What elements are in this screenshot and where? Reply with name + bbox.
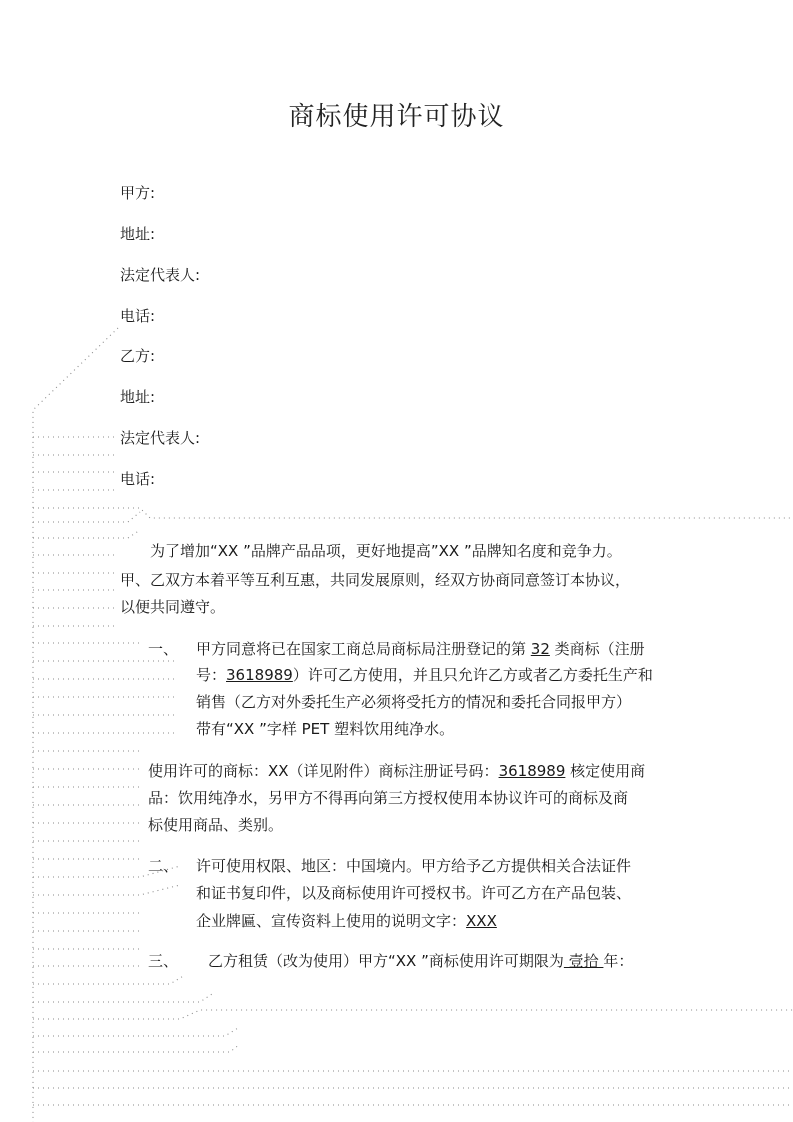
party-b-address-label: 地址: [120,388,156,406]
clause-2-number: 二、 [148,857,179,875]
clause-1-detail-line-1: 使用许可的商标：XX（详见附件）商标注册证号码：3618989 核定使用商 [148,762,646,780]
clause-2-line-1: 许可使用权限、地区：中国境内。甲方给予乙方提供相关合法证件 [196,857,632,875]
party-b-label: 乙方: [120,347,156,365]
certificate-number: 3618989 [498,762,566,780]
party-a-label: 甲方: [120,184,156,202]
preamble-line-3: 以便共同遵守。 [120,598,226,616]
clause-1-line-2: 号：3618989）许可乙方使用，并且只允许乙方或者乙方委托生产和 [196,666,653,684]
clause-1-line-4: 带有“XX ”字样 PET 塑料饮用纯净水。 [196,720,455,738]
preamble-line-2: 甲、乙双方本着平等互利互惠，共同发展原则，经双方协商同意签订本协议， [120,571,631,589]
registration-number: 3618989 [226,666,293,684]
party-a-address-label: 地址: [120,225,156,243]
clause-1-number: 一、 [148,640,179,658]
clause-1-line-1: 甲方同意将已在国家工商总局商标局注册登记的第 32 类商标（注册 [196,640,645,658]
preamble-line-1: 为了增加“XX ”品牌产品品项，更好地提高”XX ”品牌知名度和竞争力。 [150,542,622,560]
party-a-rep-label: 法定代表人: [120,266,201,284]
party-b-rep-label: 法定代表人: [120,429,201,447]
license-term: 壹拾 [563,952,604,970]
clause-1-line-3: 销售（乙方对外委托生产必须将受托方的情况和委托合同报甲方） [196,693,632,711]
party-a-phone-label: 电话: [120,307,156,325]
document-title: 商标使用许可协议 [288,102,505,132]
party-b-phone-label: 电话: [120,470,156,488]
class-number: 32 [530,640,550,658]
clause-2-line-2: 和证书复印件，以及商标使用许可授权书。许可乙方在产品包装、 [196,884,632,902]
description-text: XXX [466,912,497,930]
clause-3-number: 三、 [148,952,179,970]
clause-1-detail-line-3: 标使用商品、类别。 [148,816,284,834]
clause-3-line-1: 乙方租赁（改为使用）甲方“XX ”商标使用许可期限为 壹拾 年： [208,952,634,970]
clause-1-detail-line-2: 品：饮用纯净水，另甲方不得再向第三方授权使用本协议许可的商标及商 [148,789,629,807]
clause-2-line-3: 企业牌匾、宣传资料上使用的说明文字：XXX [196,912,497,930]
